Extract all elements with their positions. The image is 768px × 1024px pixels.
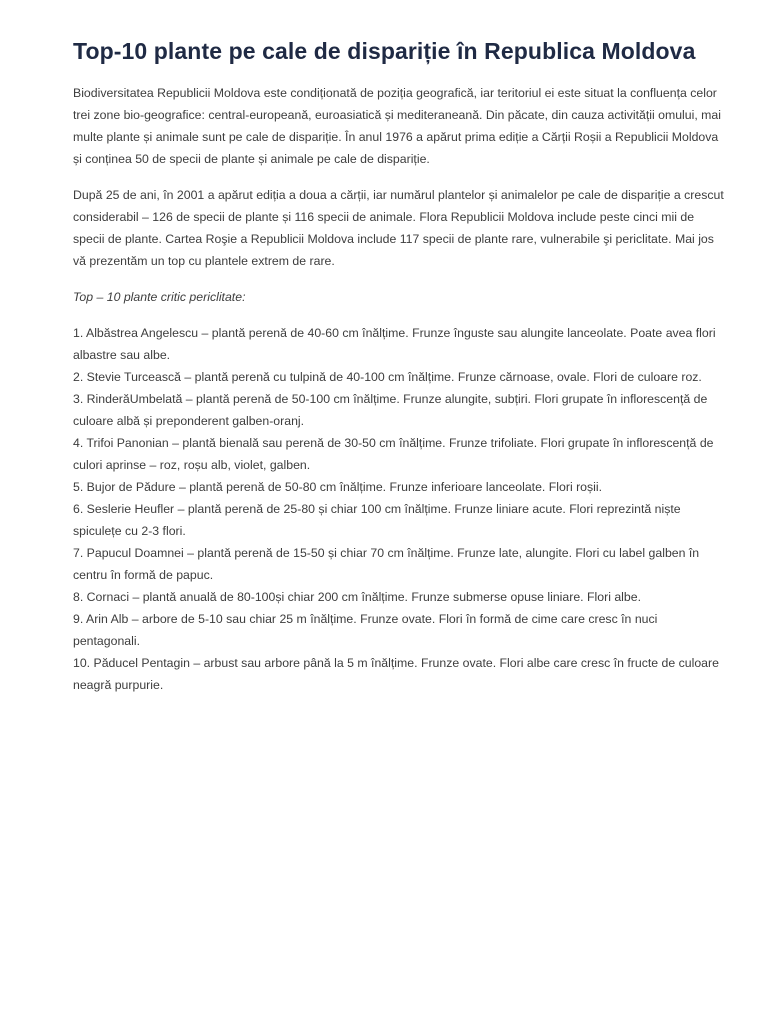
list-item: 9. Arin Alb – arbore de 5-10 sau chiar 25 m înălțime. Frunze ovate. Flori în formă de cime care cresc în nuci pentagonali. [73, 612, 658, 648]
list-item: 5. Bujor de Pădure – plantă perenă de 50-80 cm înălțime. Frunze inferioare lanceolate. Flori roșii. [73, 480, 603, 494]
intro-paragraph: Biodiversitatea Republicii Moldova este condiționată de poziția geografică, iar teritoriul ei este situat la confluența celor trei zone bio-geografice: central-europeană, euroasiatică și mediteraneană. Din păcate, din cauza activității omului, mai multe plante și animale sunt pe cale de dispariție. În anul 1976 a apărut prima ediție a Cărții Roșii a Republicii Moldova și conținea 50 de specii de plante și animale pe cale de dispariție. [73, 86, 721, 166]
list-item: 8. Cornaci – plantă anuală de 80-100și chiar 200 cm înălțime. Frunze submerse opuse liniare. Flori albe. [73, 590, 642, 604]
list-item: 10. Păducel Pentagin – arbust sau arbore până la 5 m înălțime. Frunze ovate. Flori albe care cresc în fructe de culoare neagră purpurie. [73, 656, 719, 692]
list-item: 7. Papucul Doamnei – plantă perenă de 15-50 și chiar 70 cm înălțime. Frunze late, alungite. Flori cu label galben în centru în formă de papuc. [73, 546, 700, 582]
list-item: 2. Stevie Turcească – plantă perenă cu tulpină de 40-100 cm înălțime. Frunze cărnoase, ovale. Flori de culoare roz. [73, 370, 702, 384]
list-heading: Top – 10 plante critic periclitate: [73, 290, 246, 304]
list-item: 4. Trifoi Panonian – plantă bienală sau perenă de 30-50 cm înălțime. Frunze trifoliate. Flori grupate în inflorescență de culori aprinse – roz, roșu alb, violet, galben. [73, 436, 714, 472]
list-item: 3. RinderăUmbelată – plantă perenă de 50-100 cm înălțime. Frunze alungite, subțiri. Flori grupate în inflorescență de culoare albă și preponderent galben-oranj. [73, 392, 708, 428]
page-title: Top-10 plante pe cale de dispariție în Republica Moldova [73, 38, 696, 64]
plant-list [73, 322, 724, 696]
list-item: 1. Albăstrea Angelescu – plantă perenă de 40-60 cm înălțime. Frunze înguste sau alungite lanceolate. Poate avea flori albastre sau albe. [73, 326, 716, 362]
history-paragraph: După 25 de ani, în 2001 a apărut ediția a doua a cărții, iar numărul plantelor și animalelor pe cale de dispariție a crescut considerabil – 126 de specii de plante și 116 specii de animale. Flora Republicii Moldova include peste cinci mii de specii de plante. Cartea Roşie a Republicii Moldova include 117 specii de plante rare, vulnerabile şi periclitate. Mai jos vă prezentăm un top cu plantele extrem de rare. [73, 188, 724, 268]
list-item: 6. Seslerie Heufler – plantă perenă de 25-80 și chiar 100 cm înălțime. Frunze liniare acute. Flori reprezintă niște spiculețe cu 2-3 flori. [73, 502, 681, 538]
